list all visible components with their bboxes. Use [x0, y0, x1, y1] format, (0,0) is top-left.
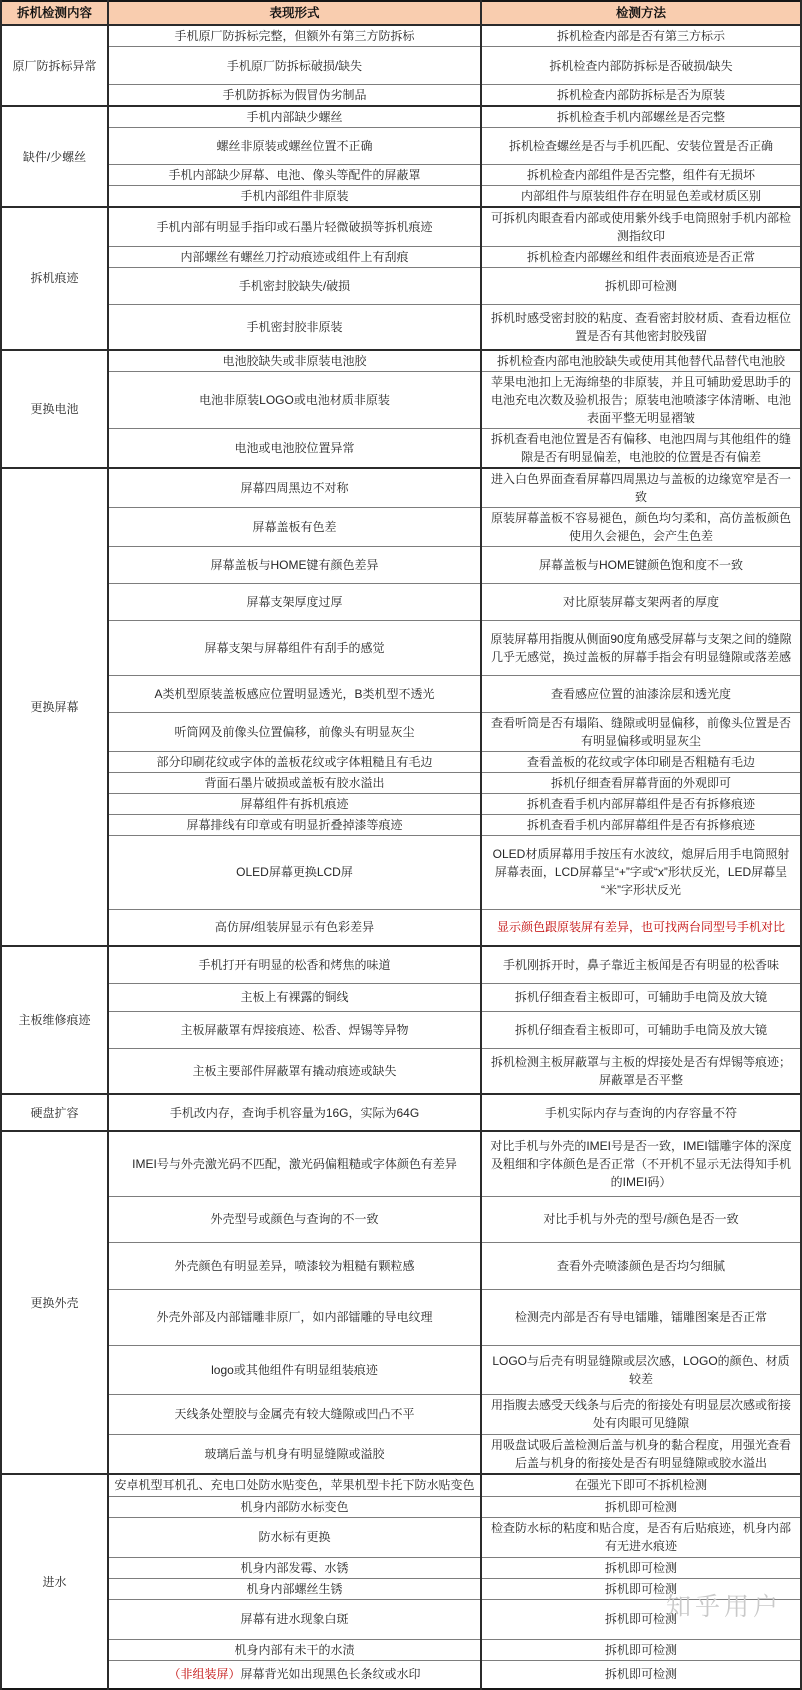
- category-cell: 进水: [1, 1474, 108, 1689]
- method-cell: 查看外壳喷漆颜色是否均匀细腻: [481, 1242, 801, 1289]
- method-cell: 拆机检查内部防拆标是否破损/缺失: [481, 47, 801, 85]
- category-cell: 更换屏幕: [1, 468, 108, 947]
- table-row: [1, 1394, 801, 1434]
- method-cell: 对比手机与外壳的IMEI号是否一致，IMEI镭雕字体的深度及粗细和字体颜色是否正常（不开机不显示无法得知手机的IMEI码）: [481, 1131, 801, 1196]
- category-cell: 缺件/少螺丝: [1, 106, 108, 207]
- method-cell: 可拆机肉眼查看内部或使用紫外线手电筒照射手机内部检测指纹印: [481, 207, 801, 247]
- method-cell: 对比手机与外壳的型号/颜色是否一致: [481, 1196, 801, 1242]
- table-row: [1, 751, 801, 772]
- method-cell: 拆机检测主板屏蔽罩与主板的焊接处是否有焊锡等痕迹；屏蔽罩是否平整: [481, 1048, 801, 1094]
- manifestation-cell: 天线条处塑胶与金属壳有较大缝隙或凹凸不平: [108, 1394, 481, 1434]
- method-cell: 拆机仔细查看主板即可，可辅助手电筒及放大镜: [481, 983, 801, 1011]
- table-row: [1, 1094, 801, 1131]
- method-cell: 拆机检查内部螺丝和组件表面痕迹是否正常: [481, 247, 801, 268]
- table-row: [1, 47, 801, 85]
- red-prefix-label: （非组装屏）: [168, 1667, 241, 1682]
- manifestation-cell: 屏幕盖板有色差: [108, 507, 481, 546]
- method-cell: 用指腹去感受天线条与后壳的衔接处有明显层次感或衔接处有肉眼可见缝隙: [481, 1394, 801, 1434]
- table-row: [1, 620, 801, 675]
- table-row: [1, 207, 801, 247]
- manifestation-cell: 电池或电池胶位置异常: [108, 428, 481, 468]
- manifestation-cell: 主板上有裸露的铜线: [108, 983, 481, 1011]
- method-cell: 拆机仔细查看主板即可，可辅助手电筒及放大镜: [481, 1011, 801, 1048]
- manifestation-cell: 机身内部发霉、水锈: [108, 1557, 481, 1578]
- manifestation-cell: 手机密封胶非原装: [108, 305, 481, 350]
- method-cell: LOGO与后壳有明显缝隙或层次感，LOGO的颜色、材质较差: [481, 1345, 801, 1394]
- table-row: [1, 507, 801, 546]
- table-row: [1, 350, 801, 372]
- method-cell: 在强光下即可不拆机检测: [481, 1474, 801, 1496]
- manifestation-cell: 手机防拆标为假冒伪劣制品: [108, 85, 481, 107]
- manifestation-cell: 玻璃后盖与机身有明显缝隙或溢胶: [108, 1434, 481, 1474]
- category-cell: 拆机痕迹: [1, 207, 108, 350]
- method-cell: 显示颜色跟原装屏有差异，也可找两台同型号手机对比: [481, 909, 801, 946]
- manifestation-cell: 屏幕组件有拆机痕迹: [108, 793, 481, 814]
- manifestation-cell: 听筒网及前像头位置偏移，前像头有明显灰尘: [108, 712, 481, 751]
- manifestation-cell: 部分印刷花纹或字体的盖板花纹或字体粗糙且有毛边: [108, 751, 481, 772]
- table-row: [1, 983, 801, 1011]
- manifestation-cell: 手机原厂防拆标破损/缺失: [108, 47, 481, 85]
- table-row: [1, 1289, 801, 1345]
- manifestation-cell: 手机密封胶缺失/破损: [108, 268, 481, 305]
- table-row: [1, 371, 801, 428]
- manifestation-cell: 背面石墨片破损或盖板有胶水溢出: [108, 772, 481, 793]
- table-row: [1, 165, 801, 186]
- table-row: [1, 1434, 801, 1474]
- method-cell: 手机实际内存与查询的内存容量不符: [481, 1094, 801, 1131]
- table-row: [1, 1242, 801, 1289]
- table-row: [1, 1517, 801, 1557]
- method-cell: 拆机检查内部电池胶缺失或使用其他替代品替代电池胶: [481, 350, 801, 372]
- method-cell: 拆机查看手机内部屏幕组件是否有拆修痕迹: [481, 814, 801, 835]
- table-row: [1, 186, 801, 208]
- table-header: [1, 1, 801, 25]
- method-cell: 拆机查看电池位置是否有偏移、电池四周与其他组件的缝隙是否有明显偏差，电池胶的位置是否有偏差: [481, 428, 801, 468]
- method-cell: 原装屏幕用指腹从侧面90度角感受屏幕与支架之间的缝隙几乎无感觉，换过盖板的屏幕手指会有明显缝隙或落差感: [481, 620, 801, 675]
- manifestation-cell: 安卓机型耳机孔、充电口处防水贴变色，苹果机型卡托下防水贴变色: [108, 1474, 481, 1496]
- table-row: [1, 1496, 801, 1517]
- method-cell: 拆机检查内部是否有第三方标示: [481, 25, 801, 47]
- manifestation-cell: 手机原厂防拆标完整，但额外有第三方防拆标: [108, 25, 481, 47]
- manifestation-cell: 主板屏蔽罩有焊接痕迹、松香、焊锡等异物: [108, 1011, 481, 1048]
- manifestation-cell: 外壳颜色有明显差异，喷漆较为粗糙有颗粒感: [108, 1242, 481, 1289]
- table-row: [1, 546, 801, 583]
- method-cell: 原装屏幕盖板不容易褪色，颜色均匀柔和，高仿盖板颜色使用久会褪色，会产生色差: [481, 507, 801, 546]
- table-row: [1, 268, 801, 305]
- table-row: [1, 128, 801, 165]
- method-cell: 检查防水标的粘度和贴合度，是否有后贴痕迹，机身内部有无进水痕迹: [481, 1517, 801, 1557]
- manifestation-cell: 手机内部缺少螺丝: [108, 106, 481, 128]
- table-row: [1, 1557, 801, 1578]
- method-cell: 查看感应位置的油漆涂层和透光度: [481, 675, 801, 712]
- manifestation-cell: logo或其他组件有明显组装痕迹: [108, 1345, 481, 1394]
- method-cell: 拆机即可检测: [481, 1639, 801, 1660]
- table-row: [1, 772, 801, 793]
- manifestation-cell: 电池非原装LOGO或电池材质非原装: [108, 371, 481, 428]
- table-row: [1, 1196, 801, 1242]
- table-row: [1, 1131, 801, 1196]
- method-cell: 拆机即可检测: [481, 268, 801, 305]
- header-row: [1, 1, 801, 25]
- method-cell: 拆机仔细查看屏幕背面的外观即可: [481, 772, 801, 793]
- inspection-table-body: [1, 25, 801, 1689]
- method-cell: 拆机即可检测: [481, 1578, 801, 1599]
- table-row: [1, 1345, 801, 1394]
- manifestation-cell: 屏幕排线有印章或有明显折叠掉漆等痕迹: [108, 814, 481, 835]
- method-cell: 拆机即可检测: [481, 1496, 801, 1517]
- category-cell: 原厂防拆标异常: [1, 25, 108, 106]
- method-cell: 拆机检查螺丝是否与手机匹配、安装位置是否正确: [481, 128, 801, 165]
- manifestation-cell: 机身内部有未干的水渍: [108, 1639, 481, 1660]
- method-cell: 手机刚拆开时，鼻子靠近主板闻是否有明显的松香味: [481, 946, 801, 983]
- category-cell: 更换外壳: [1, 1131, 108, 1474]
- manifestation-cell: 高仿屏/组装屏显示有色彩差异: [108, 909, 481, 946]
- method-cell: 拆机即可检测: [481, 1599, 801, 1639]
- table-row: [1, 583, 801, 620]
- category-cell: 硬盘扩容: [1, 1094, 108, 1131]
- table-row: [1, 814, 801, 835]
- method-cell: 拆机检查内部防拆标是否为原装: [481, 85, 801, 107]
- manifestation-cell: 屏幕支架与屏幕组件有刮手的感觉: [108, 620, 481, 675]
- table-row: [1, 106, 801, 128]
- manifestation-cell: 屏幕有进水现象白斑: [108, 1599, 481, 1639]
- manifestation-cell: （非组装屏）屏幕背光如出现黑色长条纹或水印: [108, 1660, 481, 1689]
- table-row: [1, 1599, 801, 1639]
- manifestation-cell: 机身内部螺丝生锈: [108, 1578, 481, 1599]
- table-row: [1, 909, 801, 946]
- category-cell: 更换电池: [1, 350, 108, 468]
- manifestation-cell: 手机内部有明显手指印或石墨片轻微破损等拆机痕迹: [108, 207, 481, 247]
- method-cell: 检测壳内部是否有导电镭雕，镭雕图案是否正常: [481, 1289, 801, 1345]
- method-cell: 用吸盘试吸后盖检测后盖与机身的黏合程度，用强光查看后盖与机身的衔接处是否有明显缝隙或胶水溢出: [481, 1434, 801, 1474]
- table-row: [1, 468, 801, 508]
- method-cell: 拆机即可检测: [481, 1660, 801, 1689]
- manifestation-cell: 屏幕支架厚度过厚: [108, 583, 481, 620]
- method-cell: 查看盖板的花纹或字体印刷是否粗糙有毛边: [481, 751, 801, 772]
- method-cell: 苹果电池扣上无海绵垫的非原装，并且可辅助爱思助手的电池充电次数及验机报告；原装电池喷漆字体清晰、电池表面平整无明显褶皱: [481, 371, 801, 428]
- zhihu-user-watermark: 知乎用户: [665, 1593, 782, 1621]
- column-header-content: 拆机检测内容: [1, 1, 108, 25]
- table-row: [1, 675, 801, 712]
- manifestation-cell: 外壳型号或颜色与查询的不一致: [108, 1196, 481, 1242]
- manifestation-cell: 主板主要部件屏蔽罩有撬动痕迹或缺失: [108, 1048, 481, 1094]
- table-row: [1, 793, 801, 814]
- table-row: [1, 25, 801, 47]
- method-cell: 屏幕盖板与HOME键颜色饱和度不一致: [481, 546, 801, 583]
- table-row: [1, 1639, 801, 1660]
- table-row: [1, 1660, 801, 1689]
- column-header-form: 表现形式: [108, 1, 481, 25]
- category-cell: 主板维修痕迹: [1, 946, 108, 1094]
- method-cell: 拆机查看手机内部屏幕组件是否有拆修痕迹: [481, 793, 801, 814]
- table-row: [1, 1578, 801, 1599]
- table-row: [1, 1474, 801, 1496]
- table-row: [1, 247, 801, 268]
- manifestation-cell: 电池胶缺失或非原装电池胶: [108, 350, 481, 372]
- method-cell: 对比原装屏幕支架两者的厚度: [481, 583, 801, 620]
- method-cell: 拆机检查手机内部螺丝是否完整: [481, 106, 801, 128]
- manifestation-cell: A类机型原装盖板感应位置明显透光，B类机型不透光: [108, 675, 481, 712]
- method-cell: 拆机时感受密封胶的粘度、查看密封胶材质、查看边框位置是否有其他密封胶残留: [481, 305, 801, 350]
- manifestation-cell: 机身内部防水标变色: [108, 1496, 481, 1517]
- manifestation-cell: 手机内部缺少屏幕、电池、像头等配件的屏蔽罩: [108, 165, 481, 186]
- column-header-method: 检测方法: [481, 1, 801, 25]
- manifestation-cell: OLED屏幕更换LCD屏: [108, 835, 481, 909]
- table-row: [1, 305, 801, 350]
- manifestation-cell: 防水标有更换: [108, 1517, 481, 1557]
- manifestation-cell: 内部螺丝有螺丝刀拧动痕迹或组件上有刮痕: [108, 247, 481, 268]
- table-row: [1, 1011, 801, 1048]
- manifestation-cell: 手机内部组件非原装: [108, 186, 481, 208]
- manifestation-cell: 屏幕四周黑边不对称: [108, 468, 481, 508]
- method-cell: 拆机检查内部组件是否完整，组件有无损坏: [481, 165, 801, 186]
- method-cell: 内部组件与原装组件存在明显色差或材质区别: [481, 186, 801, 208]
- manifestation-cell: 手机打开有明显的松香和烤焦的味道: [108, 946, 481, 983]
- manifestation-cell: 手机改内存，查询手机容量为16G，实际为64G: [108, 1094, 481, 1131]
- table-row: [1, 428, 801, 468]
- method-cell: 查看听筒是否有塌陷、缝隙或明显偏移，前像头位置是否有明显偏移或明显灰尘: [481, 712, 801, 751]
- manifestation-cell: 屏幕盖板与HOME键有颜色差异: [108, 546, 481, 583]
- method-cell: 进入白色界面查看屏幕四周黑边与盖板的边缘宽窄是否一致: [481, 468, 801, 508]
- manifestation-cell: IMEI号与外壳激光码不匹配，激光码偏粗糙或字体颜色有差异: [108, 1131, 481, 1196]
- table-row: [1, 712, 801, 751]
- table-row: [1, 85, 801, 107]
- table-row: [1, 835, 801, 909]
- table-row: [1, 946, 801, 983]
- method-cell: OLED材质屏幕用手按压有水波纹，熄屏后用手电筒照射屏幕表面，LCD屏幕呈“+”字或“x”形状反光，LED屏幕呈“米”字形状反光: [481, 835, 801, 909]
- method-cell: 拆机即可检测: [481, 1557, 801, 1578]
- manifestation-cell: 螺丝非原装或螺丝位置不正确: [108, 128, 481, 165]
- table-row: [1, 1048, 801, 1094]
- manifestation-cell: 外壳外部及内部镭雕非原厂，如内部镭雕的导电纹理: [108, 1289, 481, 1345]
